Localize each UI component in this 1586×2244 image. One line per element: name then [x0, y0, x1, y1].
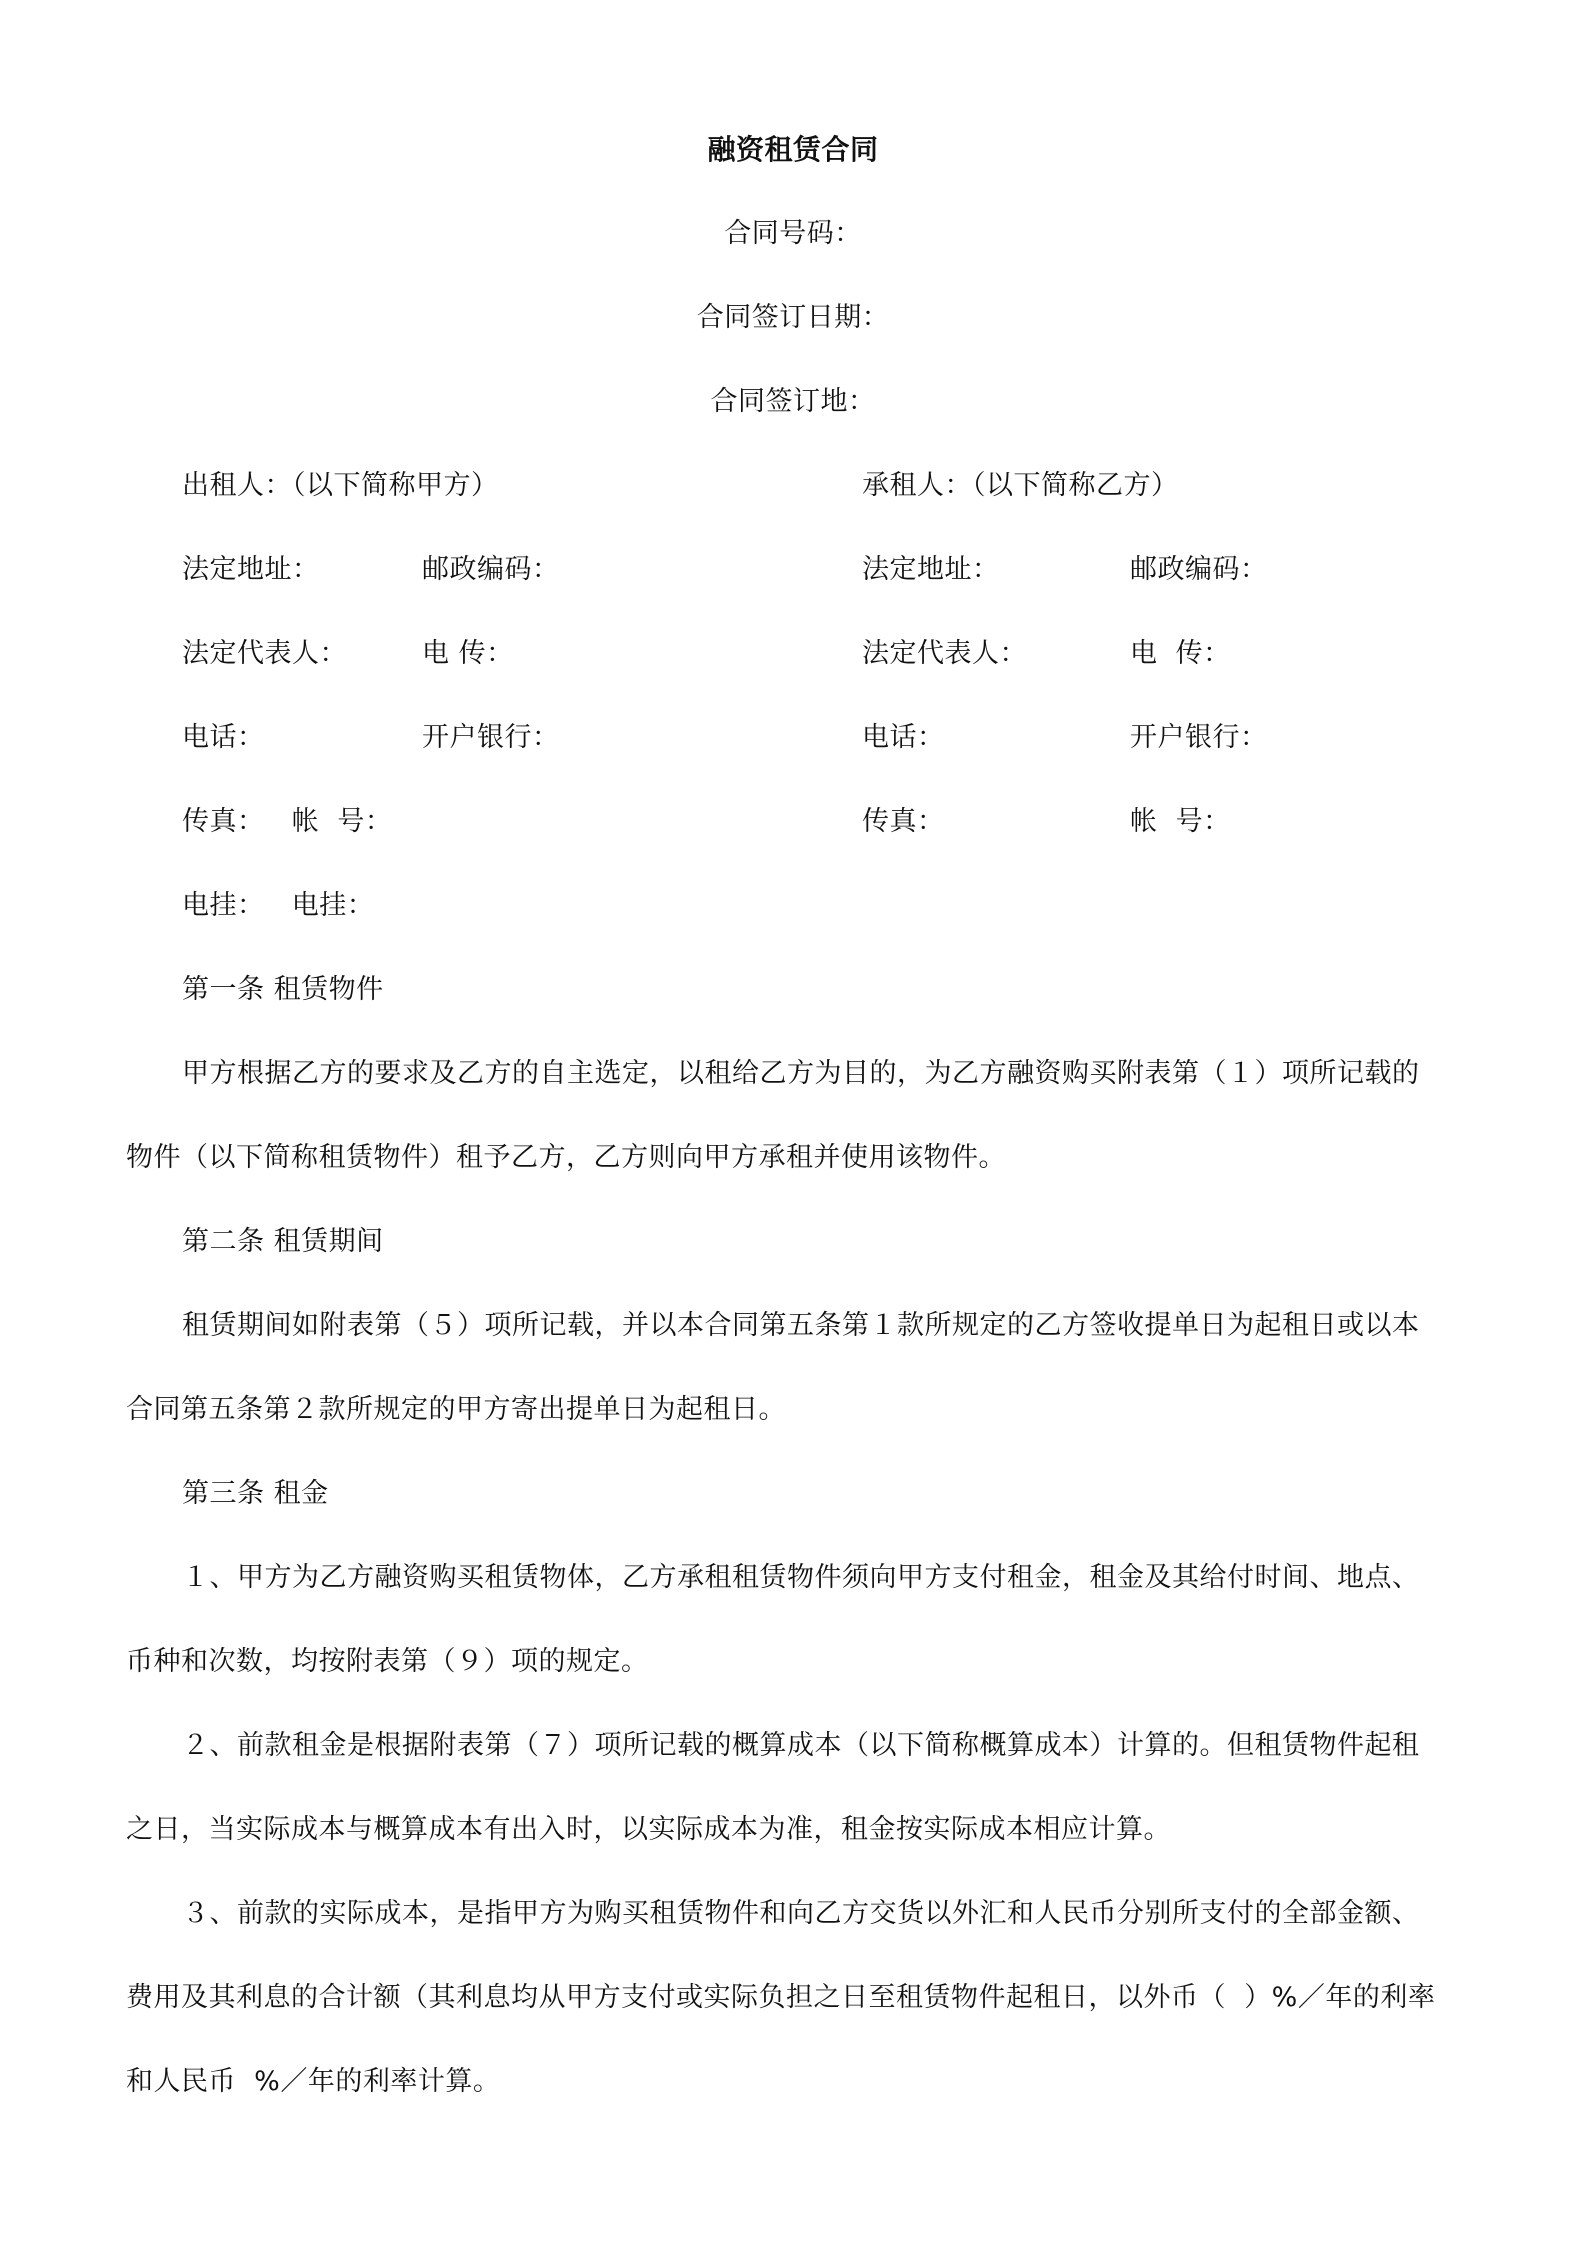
lessee-account-label: 帐 号： [1130, 806, 1231, 837]
lessee-postcode-label: 邮政编码： [1130, 554, 1268, 585]
lessee-bank-label: 开户银行： [1130, 722, 1268, 753]
contract-sign-date-label: 合同签订日期： [696, 302, 890, 333]
article-1-paragraph-line: 物件（以下简称租赁物件）租予乙方，乙方则向甲方承租并使用该物件。 [126, 1142, 1006, 1173]
lessee-representative-label: 法定代表人： [862, 638, 1027, 669]
contract-number-label: 合同号码： [724, 218, 862, 249]
lessor-bank-label: 开户银行： [422, 722, 560, 753]
lessor-representative-label: 法定代表人： [182, 638, 347, 669]
lessor-address-label: 法定地址： [182, 554, 320, 585]
contract-sign-place-label: 合同签订地： [710, 386, 876, 417]
article-2-paragraph-line: 合同第五条第２款所规定的甲方寄出提单日为起租日。 [126, 1394, 786, 1425]
article-2-title: 第二条 租赁期间 [182, 1226, 384, 1257]
article-3-clause-2-line: 之日，当实际成本与概算成本有出入时，以实际成本为准，租金按实际成本相应计算。 [126, 1814, 1171, 1845]
lessor-cable-label: 电挂： 电挂： [182, 890, 375, 921]
lessor-name-label: 出租人：（以下简称甲方） [182, 470, 499, 501]
article-3-clause-1-line: １、甲方为乙方融资购买租赁物体，乙方承租租赁物件须向甲方支付租金，租金及其给付时间、地点、 [182, 1562, 1420, 1593]
lessor-phone-label: 电话： [182, 722, 265, 753]
lessee-address-label: 法定地址： [862, 554, 1000, 585]
lessee-telex-label: 电 传： [1130, 638, 1231, 669]
article-2-paragraph-line: 租赁期间如附表第（５）项所记载，并以本合同第五条第１款所规定的乙方签收提单日为起租日或以本 [182, 1310, 1420, 1341]
lessee-fax-label: 传真： [862, 806, 945, 837]
article-3-clause-3-line: 和人民币 %／年的利率计算。 [126, 2066, 501, 2097]
article-1-title: 第一条 租赁物件 [182, 974, 384, 1005]
article-3-clause-3-line: ３、前款的实际成本，是指甲方为购买租赁物件和向乙方交货以外汇和人民币分别所支付的全部金额、 [182, 1898, 1420, 1929]
article-1-paragraph-line: 甲方根据乙方的要求及乙方的自主选定，以租给乙方为目的，为乙方融资购买附表第（１）项所记载的 [182, 1058, 1420, 1089]
article-3-title: 第三条 租金 [182, 1478, 329, 1509]
lessee-name-label: 承租人：（以下简称乙方） [862, 470, 1179, 501]
document-title: 融资租赁合同 [707, 133, 879, 166]
article-3-clause-3-line: 费用及其利息的合计额（其利息均从甲方支付或实际负担之日至租赁物件起租日，以外币（ ）%／年的利率 [126, 1982, 1436, 2013]
lessor-fax-account-label: 传真： 帐 号： [182, 806, 393, 837]
lessee-phone-label: 电话： [862, 722, 945, 753]
lessor-telex-label: 电 传： [422, 638, 514, 669]
article-3-clause-2-line: ２、前款租金是根据附表第（７）项所记载的概算成本（以下简称概算成本）计算的。但租赁物件起租 [182, 1730, 1420, 1761]
article-3-clause-1-line: 币种和次数，均按附表第（９）项的规定。 [126, 1646, 649, 1677]
lessor-postcode-label: 邮政编码： [422, 554, 560, 585]
